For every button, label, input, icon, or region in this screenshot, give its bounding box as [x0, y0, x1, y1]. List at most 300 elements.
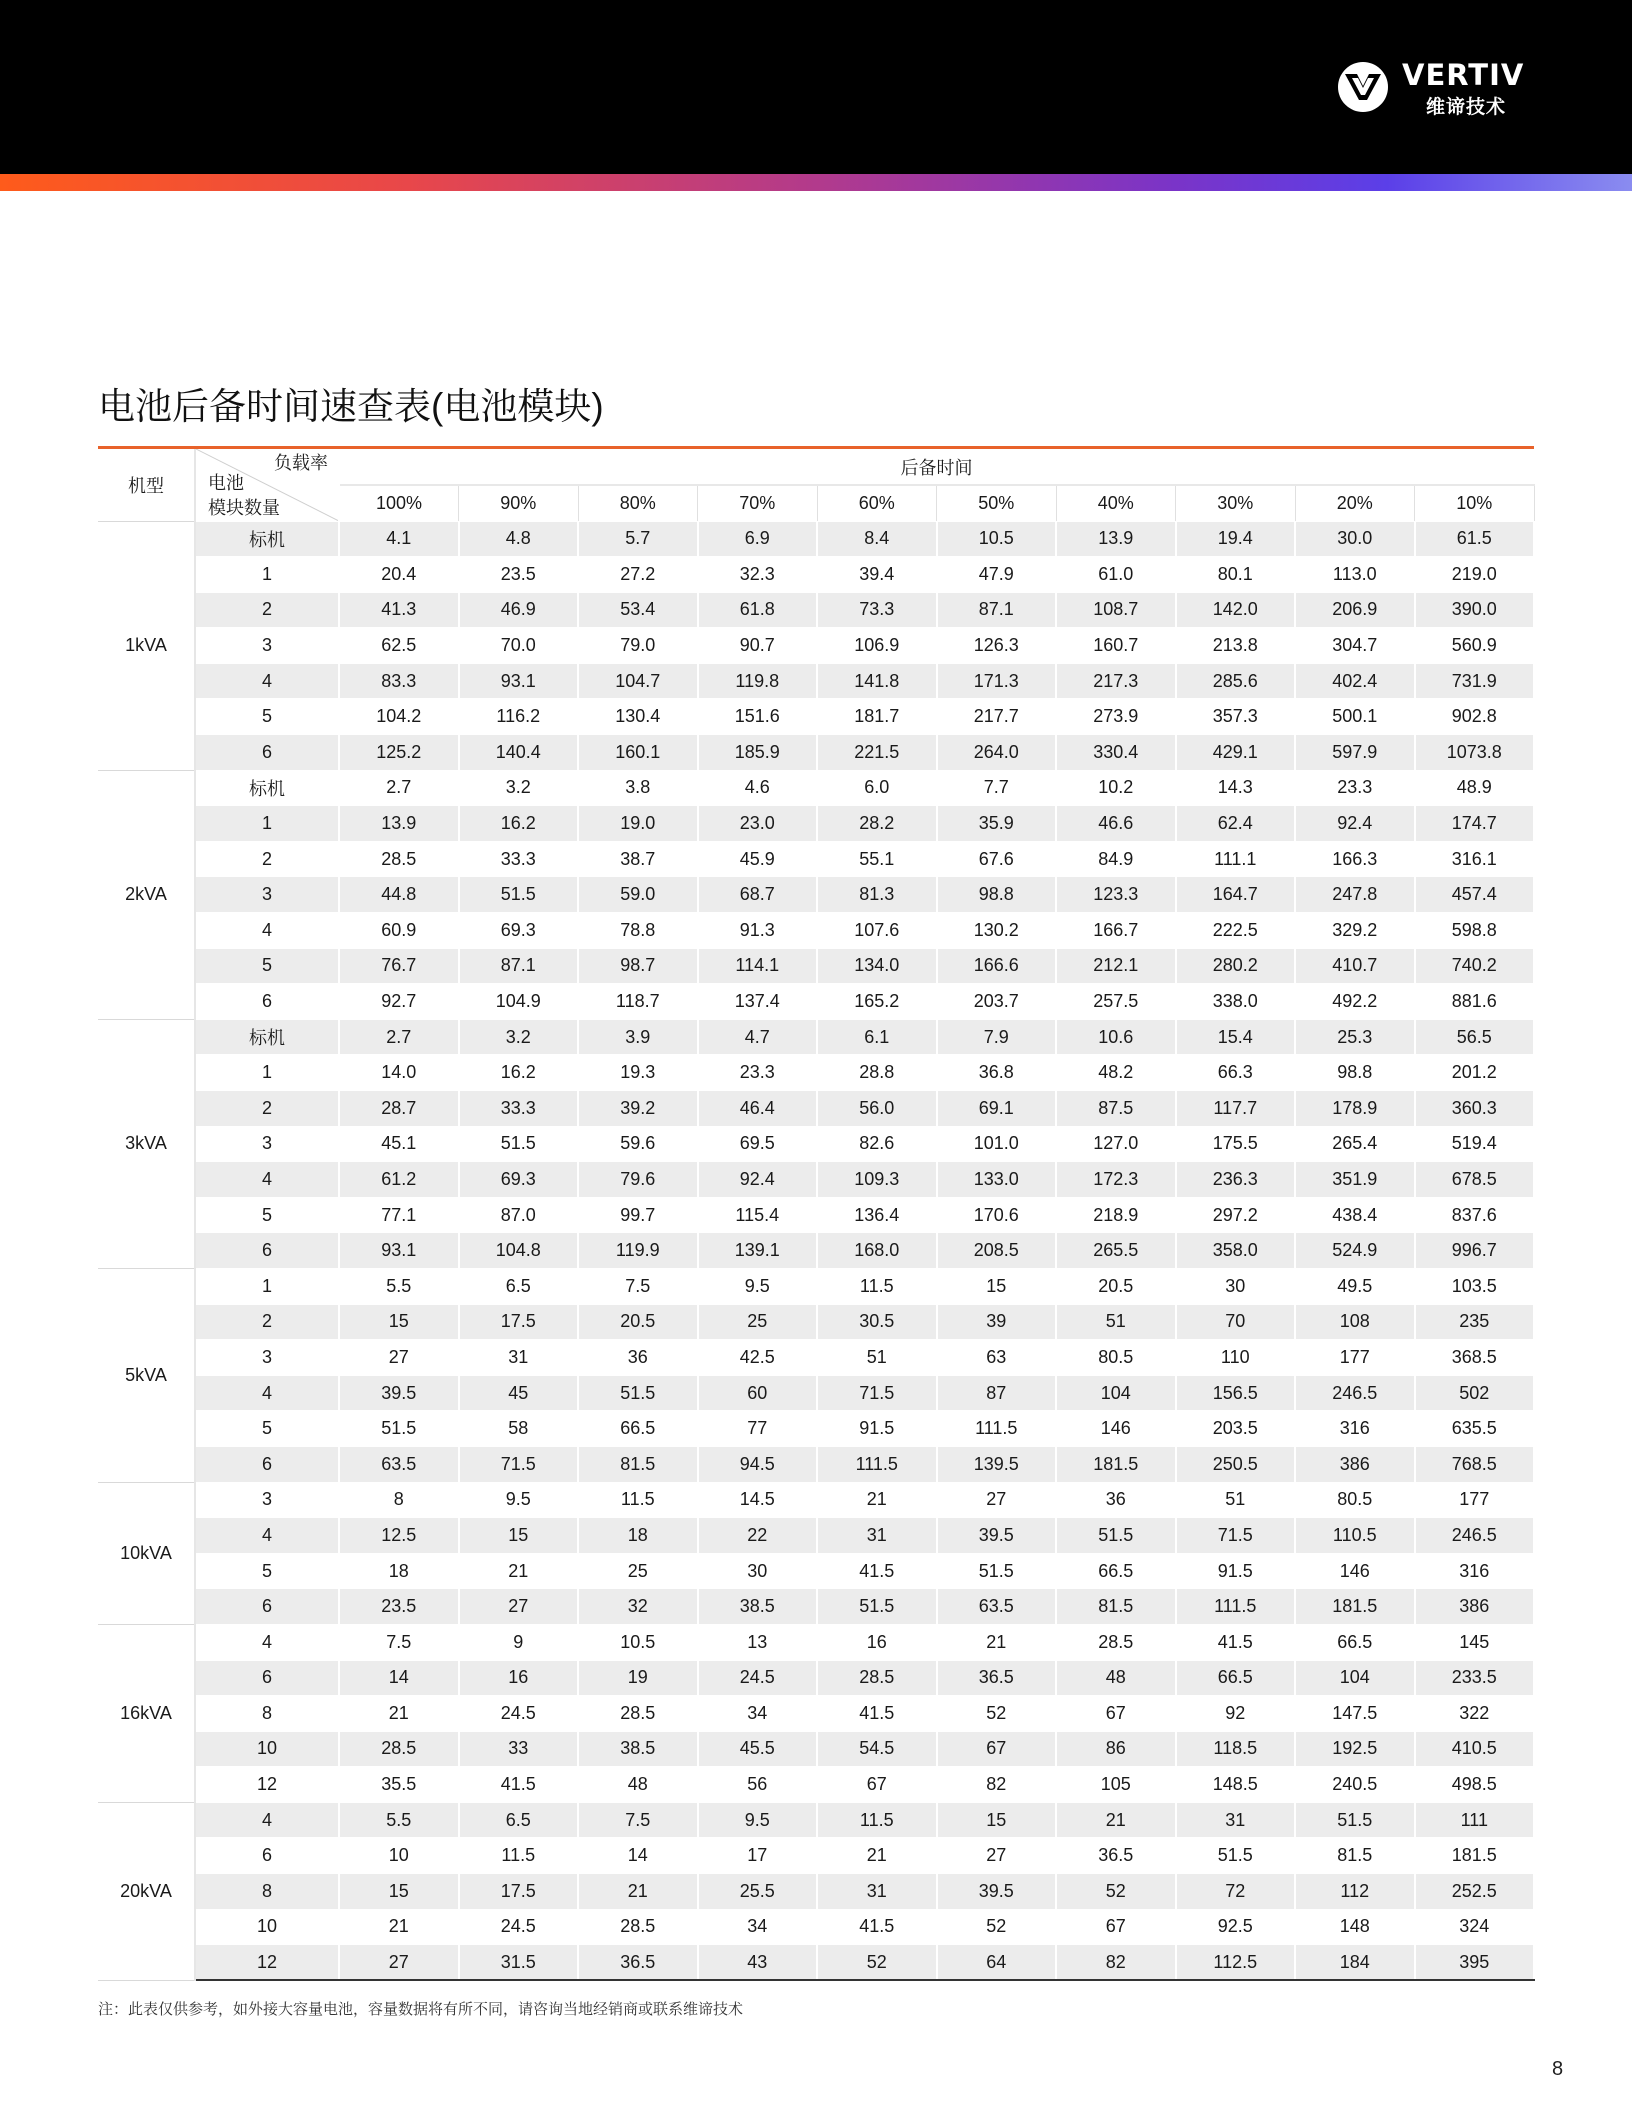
backup-time-cell: 91.5	[817, 1411, 937, 1447]
backup-time-cell: 7.9	[937, 1019, 1057, 1055]
model-cell: 20kVA	[98, 1802, 195, 1980]
backup-time-cell: 130.2	[937, 913, 1057, 949]
backup-time-cell: 63	[937, 1340, 1057, 1376]
backup-time-cell: 80.5	[1056, 1340, 1176, 1376]
backup-time-cell: 21	[578, 1874, 698, 1910]
backup-time-cell: 27	[937, 1482, 1057, 1518]
backup-time-cell: 24.5	[698, 1660, 818, 1696]
backup-time-cell: 28.7	[339, 1091, 459, 1127]
header-model: 机型	[98, 449, 195, 521]
backup-time-cell: 42.5	[698, 1340, 818, 1376]
backup-time-cell: 39.2	[578, 1091, 698, 1127]
backup-time-cell: 560.9	[1415, 628, 1535, 664]
backup-time-cell: 21	[459, 1553, 579, 1589]
header-load-6: 40%	[1056, 485, 1176, 521]
backup-time-cell: 206.9	[1295, 592, 1415, 628]
backup-time-cell: 28.2	[817, 806, 937, 842]
backup-time-cell: 25.3	[1295, 1019, 1415, 1055]
backup-time-cell: 51.5	[578, 1375, 698, 1411]
battery-count-cell: 6	[195, 1589, 339, 1625]
backup-time-cell: 14	[578, 1838, 698, 1874]
backup-time-cell: 67	[1056, 1696, 1176, 1732]
table-row	[98, 628, 1534, 664]
backup-time-cell: 109.3	[817, 1162, 937, 1198]
backup-time-cell: 54.5	[817, 1731, 937, 1767]
backup-time-cell: 111.5	[1176, 1589, 1296, 1625]
backup-time-cell: 338.0	[1176, 984, 1296, 1020]
backup-time-cell: 33.3	[459, 841, 579, 877]
backup-time-cell: 27	[459, 1589, 579, 1625]
backup-time-cell: 66.5	[1056, 1553, 1176, 1589]
backup-time-cell: 14.5	[698, 1482, 818, 1518]
backup-time-cell: 6.1	[817, 1019, 937, 1055]
backup-time-cell: 48.2	[1056, 1055, 1176, 1091]
backup-time-cell: 123.3	[1056, 877, 1176, 913]
backup-time-cell: 265.5	[1056, 1233, 1176, 1269]
backup-time-cell: 15.4	[1176, 1019, 1296, 1055]
backup-time-cell: 386	[1295, 1446, 1415, 1482]
backup-time-cell: 6.5	[459, 1268, 579, 1304]
backup-time-cell: 13.9	[1056, 521, 1176, 557]
backup-time-cell: 18	[578, 1518, 698, 1554]
backup-time-cell: 145	[1415, 1624, 1535, 1660]
backup-time-cell: 125.2	[339, 735, 459, 771]
backup-time-cell: 203.5	[1176, 1411, 1296, 1447]
backup-time-cell: 76.7	[339, 948, 459, 984]
page-number: 8	[1552, 2058, 1564, 2080]
backup-time-cell: 6.0	[817, 770, 937, 806]
battery-count-cell: 6	[195, 1660, 339, 1696]
header-load-2: 80%	[578, 485, 698, 521]
backup-time-cell: 208.5	[937, 1233, 1057, 1269]
backup-time-cell: 7.5	[578, 1802, 698, 1838]
table-row	[98, 806, 1534, 842]
header-corner	[195, 449, 339, 521]
table-row	[98, 1696, 1534, 1732]
backup-time-cell: 524.9	[1295, 1233, 1415, 1269]
backup-time-cell: 16	[817, 1624, 937, 1660]
backup-time-cell: 10.6	[1056, 1019, 1176, 1055]
backup-time-cell: 3.2	[459, 770, 579, 806]
backup-time-cell: 92	[1176, 1696, 1296, 1732]
backup-time-cell: 52	[1056, 1874, 1176, 1910]
backup-time-cell: 68.7	[698, 877, 818, 913]
backup-time-cell: 34	[698, 1696, 818, 1732]
backup-time-cell: 58	[459, 1411, 579, 1447]
backup-time-cell: 118.7	[578, 984, 698, 1020]
backup-time-cell: 151.6	[698, 699, 818, 735]
backup-time-cell: 92.4	[1295, 806, 1415, 842]
backup-time-cell: 881.6	[1415, 984, 1535, 1020]
backup-time-cell: 35.9	[937, 806, 1057, 842]
table-row	[98, 1518, 1534, 1554]
backup-time-cell: 28.5	[578, 1909, 698, 1945]
battery-count-cell: 5	[195, 1197, 339, 1233]
backup-time-cell: 5.5	[339, 1802, 459, 1838]
backup-time-cell: 168.0	[817, 1233, 937, 1269]
backup-time-cell: 360.3	[1415, 1091, 1535, 1127]
backup-time-cell: 218.9	[1056, 1197, 1176, 1233]
backup-time-cell: 91.5	[1176, 1553, 1296, 1589]
backup-time-cell: 52	[937, 1909, 1057, 1945]
backup-time-cell: 30.0	[1295, 521, 1415, 557]
backup-time-cell: 15	[459, 1518, 579, 1554]
backup-time-cell: 111	[1415, 1802, 1535, 1838]
backup-time-cell: 28.5	[1056, 1624, 1176, 1660]
backup-time-cell: 133.0	[937, 1162, 1057, 1198]
backup-time-cell: 137.4	[698, 984, 818, 1020]
backup-time-cell: 81.3	[817, 877, 937, 913]
backup-time-cell: 72	[1176, 1874, 1296, 1910]
backup-time-cell: 21	[937, 1624, 1057, 1660]
backup-time-cell: 7.5	[578, 1268, 698, 1304]
backup-time-cell: 84.9	[1056, 841, 1176, 877]
backup-time-cell: 25.5	[698, 1874, 818, 1910]
header-battery-line2: 模块数量	[208, 498, 280, 518]
table-row	[98, 1589, 1534, 1625]
backup-time-cell: 36	[578, 1340, 698, 1376]
battery-count-cell: 12	[195, 1767, 339, 1803]
header-load-8: 20%	[1295, 485, 1415, 521]
backup-time-cell: 41.5	[817, 1909, 937, 1945]
backup-time-cell: 70.0	[459, 628, 579, 664]
table-row	[98, 1909, 1534, 1945]
backup-time-cell: 16.2	[459, 1055, 579, 1091]
backup-time-cell: 181.5	[1056, 1446, 1176, 1482]
backup-time-cell: 20.5	[1056, 1268, 1176, 1304]
backup-time-cell: 38.5	[698, 1589, 818, 1625]
backup-time-cell: 146	[1295, 1553, 1415, 1589]
table-row	[98, 1162, 1534, 1198]
backup-time-cell: 17.5	[459, 1874, 579, 1910]
backup-time-cell: 457.4	[1415, 877, 1535, 913]
backup-time-cell: 21	[339, 1909, 459, 1945]
backup-time-cell: 51.5	[339, 1411, 459, 1447]
table-row	[98, 735, 1534, 771]
backup-time-cell: 113.0	[1295, 557, 1415, 593]
backup-time-cell: 996.7	[1415, 1233, 1535, 1269]
battery-count-cell: 4	[195, 1162, 339, 1198]
backup-time-cell: 31.5	[459, 1945, 579, 1981]
backup-time-cell: 67	[1056, 1909, 1176, 1945]
backup-time-cell: 71.5	[459, 1446, 579, 1482]
backup-time-cell: 38.7	[578, 841, 698, 877]
backup-time-cell: 56	[698, 1767, 818, 1803]
backup-time-cell: 18	[339, 1553, 459, 1589]
backup-time-cell: 105	[1056, 1767, 1176, 1803]
backup-time-cell: 39	[937, 1304, 1057, 1340]
backup-time-cell: 519.4	[1415, 1126, 1535, 1162]
backup-time-cell: 146	[1056, 1411, 1176, 1447]
backup-time-cell: 3.9	[578, 1019, 698, 1055]
backup-time-cell: 48.9	[1415, 770, 1535, 806]
backup-time-cell: 43	[698, 1945, 818, 1981]
backup-time-cell: 51.5	[1295, 1802, 1415, 1838]
backup-time-cell: 324	[1415, 1909, 1535, 1945]
backup-time-cell: 60	[698, 1375, 818, 1411]
battery-count-cell: 2	[195, 841, 339, 877]
backup-time-cell: 83.3	[339, 663, 459, 699]
table-row	[98, 1304, 1534, 1340]
backup-time-cell: 280.2	[1176, 948, 1296, 984]
backup-time-cell: 115.4	[698, 1197, 818, 1233]
backup-time-cell: 25	[698, 1304, 818, 1340]
backup-time-cell: 46.4	[698, 1091, 818, 1127]
header-battery-line1: 电池	[208, 473, 244, 493]
backup-time-cell: 502	[1415, 1375, 1535, 1411]
backup-time-cell: 41.5	[1176, 1624, 1296, 1660]
backup-time-cell: 94.5	[698, 1446, 818, 1482]
backup-time-table	[98, 449, 1535, 1981]
backup-time-cell: 316.1	[1415, 841, 1535, 877]
backup-time-cell: 52	[817, 1945, 937, 1981]
model-cell: 5kVA	[98, 1268, 195, 1482]
backup-time-cell: 28.5	[578, 1696, 698, 1732]
table-row	[98, 1055, 1534, 1091]
battery-count-cell: 4	[195, 663, 339, 699]
backup-time-cell: 79.0	[578, 628, 698, 664]
backup-time-cell: 14.3	[1176, 770, 1296, 806]
backup-time-cell: 212.1	[1056, 948, 1176, 984]
backup-time-cell: 19	[578, 1660, 698, 1696]
backup-time-cell: 63.5	[339, 1446, 459, 1482]
table-row	[98, 948, 1534, 984]
battery-count-cell: 标机	[195, 1019, 339, 1055]
backup-time-cell: 17	[698, 1838, 818, 1874]
battery-count-cell: 6	[195, 735, 339, 771]
backup-time-cell: 11.5	[817, 1268, 937, 1304]
backup-time-cell: 160.7	[1056, 628, 1176, 664]
backup-time-cell: 17.5	[459, 1304, 579, 1340]
backup-time-cell: 264.0	[937, 735, 1057, 771]
backup-time-cell: 39.5	[937, 1518, 1057, 1554]
backup-time-cell: 87.1	[459, 948, 579, 984]
backup-time-cell: 48	[1056, 1660, 1176, 1696]
backup-time-cell: 47.9	[937, 557, 1057, 593]
backup-time-cell: 14	[339, 1660, 459, 1696]
backup-time-cell: 73.3	[817, 592, 937, 628]
backup-time-cell: 36.5	[578, 1945, 698, 1981]
backup-time-cell: 36	[1056, 1482, 1176, 1518]
backup-time-cell: 174.7	[1415, 806, 1535, 842]
backup-time-cell: 11.5	[459, 1838, 579, 1874]
table-row	[98, 1660, 1534, 1696]
backup-time-cell: 28.5	[817, 1660, 937, 1696]
backup-time-cell: 19.0	[578, 806, 698, 842]
backup-time-cell: 127.0	[1056, 1126, 1176, 1162]
backup-time-cell: 25	[578, 1553, 698, 1589]
backup-time-cell: 368.5	[1415, 1340, 1535, 1376]
backup-time-cell: 181.7	[817, 699, 937, 735]
backup-time-cell: 19.3	[578, 1055, 698, 1091]
backup-time-cell: 108.7	[1056, 592, 1176, 628]
backup-time-cell: 41.5	[817, 1553, 937, 1589]
backup-time-cell: 77	[698, 1411, 818, 1447]
header-load-9: 10%	[1415, 485, 1535, 521]
backup-time-cell: 119.8	[698, 663, 818, 699]
backup-time-cell: 15	[937, 1268, 1057, 1304]
backup-time-cell: 192.5	[1295, 1731, 1415, 1767]
battery-count-cell: 6	[195, 1838, 339, 1874]
backup-time-cell: 21	[339, 1696, 459, 1732]
battery-count-cell: 12	[195, 1945, 339, 1981]
battery-count-cell: 4	[195, 1802, 339, 1838]
backup-time-cell: 148.5	[1176, 1767, 1296, 1803]
backup-time-cell: 24.5	[459, 1909, 579, 1945]
table-row	[98, 984, 1534, 1020]
backup-time-cell: 36.8	[937, 1055, 1057, 1091]
backup-time-cell: 33	[459, 1731, 579, 1767]
backup-time-cell: 9.5	[459, 1482, 579, 1518]
vertiv-v-icon	[1336, 60, 1390, 114]
backup-time-cell: 164.7	[1176, 877, 1296, 913]
backup-time-cell: 99.7	[578, 1197, 698, 1233]
table-row	[98, 1874, 1534, 1910]
backup-time-cell: 166.7	[1056, 913, 1176, 949]
backup-time-cell: 91.3	[698, 913, 818, 949]
backup-time-cell: 217.3	[1056, 663, 1176, 699]
battery-count-cell: 2	[195, 1091, 339, 1127]
backup-time-cell: 108	[1295, 1304, 1415, 1340]
battery-count-cell: 5	[195, 948, 339, 984]
battery-count-cell: 5	[195, 699, 339, 735]
backup-time-cell: 104.2	[339, 699, 459, 735]
backup-time-cell: 111.1	[1176, 841, 1296, 877]
backup-time-cell: 51.5	[817, 1589, 937, 1625]
backup-time-cell: 13	[698, 1624, 818, 1660]
backup-time-cell: 13.9	[339, 806, 459, 842]
backup-time-cell: 69.3	[459, 913, 579, 949]
backup-time-cell: 8	[339, 1482, 459, 1518]
backup-time-cell: 92.4	[698, 1162, 818, 1198]
battery-count-cell: 8	[195, 1696, 339, 1732]
table-row	[98, 1197, 1534, 1233]
table-row	[98, 877, 1534, 913]
backup-time-cell: 330.4	[1056, 735, 1176, 771]
battery-count-cell: 2	[195, 1304, 339, 1340]
battery-count-cell: 5	[195, 1553, 339, 1589]
backup-time-cell: 82	[1056, 1945, 1176, 1981]
header-load-7: 30%	[1176, 485, 1296, 521]
backup-time-cell: 10.5	[578, 1624, 698, 1660]
backup-time-cell: 178.9	[1295, 1091, 1415, 1127]
table-row	[98, 841, 1534, 877]
backup-time-cell: 112.5	[1176, 1945, 1296, 1981]
backup-time-cell: 62.4	[1176, 806, 1296, 842]
backup-time-cell: 14.0	[339, 1055, 459, 1091]
backup-time-cell: 731.9	[1415, 663, 1535, 699]
backup-time-cell: 136.4	[817, 1197, 937, 1233]
backup-time-cell: 46.9	[459, 592, 579, 628]
backup-time-cell: 7.7	[937, 770, 1057, 806]
backup-time-cell: 9.5	[698, 1268, 818, 1304]
backup-time-cell: 32	[578, 1589, 698, 1625]
backup-time-cell: 30.5	[817, 1304, 937, 1340]
backup-time-cell: 181.5	[1415, 1838, 1535, 1874]
backup-time-cell: 139.1	[698, 1233, 818, 1269]
battery-count-cell: 5	[195, 1411, 339, 1447]
page-title: 电池后备时间速查表(电池模块)	[98, 386, 604, 427]
brand-name: VERTIV	[1402, 58, 1525, 92]
backup-time-cell: 5.7	[578, 521, 698, 557]
model-cell: 1kVA	[98, 521, 195, 770]
backup-time-cell: 141.8	[817, 663, 937, 699]
table-row	[98, 1802, 1534, 1838]
backup-time-cell: 67	[937, 1731, 1057, 1767]
backup-time-cell: 51	[1176, 1482, 1296, 1518]
backup-time-cell: 213.8	[1176, 628, 1296, 664]
backup-time-cell: 51.5	[459, 877, 579, 913]
backup-time-cell: 166.6	[937, 948, 1057, 984]
backup-time-cell: 119.9	[578, 1233, 698, 1269]
backup-time-cell: 4.8	[459, 521, 579, 557]
backup-time-cell: 70	[1176, 1304, 1296, 1340]
backup-time-cell: 247.8	[1295, 877, 1415, 913]
backup-time-cell: 203.7	[937, 984, 1057, 1020]
backup-time-cell: 45.9	[698, 841, 818, 877]
backup-time-cell: 90.7	[698, 628, 818, 664]
backup-time-cell: 111.5	[817, 1446, 937, 1482]
backup-time-cell: 98.8	[937, 877, 1057, 913]
header-battery-count	[208, 471, 280, 521]
backup-time-cell: 2.7	[339, 1019, 459, 1055]
backup-time-cell: 31	[817, 1874, 937, 1910]
vertiv-logo	[1336, 56, 1536, 120]
backup-time-cell: 39.4	[817, 557, 937, 593]
backup-time-cell: 117.7	[1176, 1091, 1296, 1127]
backup-time-cell: 222.5	[1176, 913, 1296, 949]
backup-time-cell: 21	[817, 1482, 937, 1518]
backup-time-cell: 246.5	[1415, 1518, 1535, 1554]
table-row	[98, 1838, 1534, 1874]
backup-time-cell: 92.5	[1176, 1909, 1296, 1945]
backup-time-cell: 36.5	[1056, 1838, 1176, 1874]
backup-time-cell: 4.6	[698, 770, 818, 806]
backup-time-cell: 10.5	[937, 521, 1057, 557]
table-row	[98, 1767, 1534, 1803]
battery-count-cell: 3	[195, 628, 339, 664]
backup-time-cell: 171.3	[937, 663, 1057, 699]
backup-time-cell: 112	[1295, 1874, 1415, 1910]
backup-time-cell: 61.8	[698, 592, 818, 628]
table-row	[98, 770, 1534, 806]
backup-time-cell: 498.5	[1415, 1767, 1535, 1803]
backup-time-cell: 23.3	[1295, 770, 1415, 806]
backup-time-cell: 93.1	[459, 663, 579, 699]
backup-time-cell: 8.4	[817, 521, 937, 557]
battery-count-cell: 1	[195, 806, 339, 842]
backup-time-cell: 82.6	[817, 1126, 937, 1162]
battery-count-cell: 1	[195, 557, 339, 593]
backup-time-cell: 67	[817, 1767, 937, 1803]
backup-time-cell: 160.1	[578, 735, 698, 771]
backup-time-cell: 69.3	[459, 1162, 579, 1198]
backup-time-cell: 66.5	[1176, 1660, 1296, 1696]
backup-time-cell: 35.5	[339, 1767, 459, 1803]
backup-time-cell: 15	[937, 1802, 1057, 1838]
backup-time-cell: 304.7	[1295, 628, 1415, 664]
backup-time-cell: 71.5	[817, 1375, 937, 1411]
backup-time-cell: 45	[459, 1375, 579, 1411]
backup-time-cell: 71.5	[1176, 1518, 1296, 1554]
backup-time-cell: 10.2	[1056, 770, 1176, 806]
backup-time-cell: 39.5	[339, 1375, 459, 1411]
backup-time-cell: 165.2	[817, 984, 937, 1020]
backup-time-cell: 19.4	[1176, 521, 1296, 557]
backup-time-cell: 217.7	[937, 699, 1057, 735]
backup-time-cell: 28.5	[339, 1731, 459, 1767]
backup-time-cell: 66.5	[1295, 1624, 1415, 1660]
